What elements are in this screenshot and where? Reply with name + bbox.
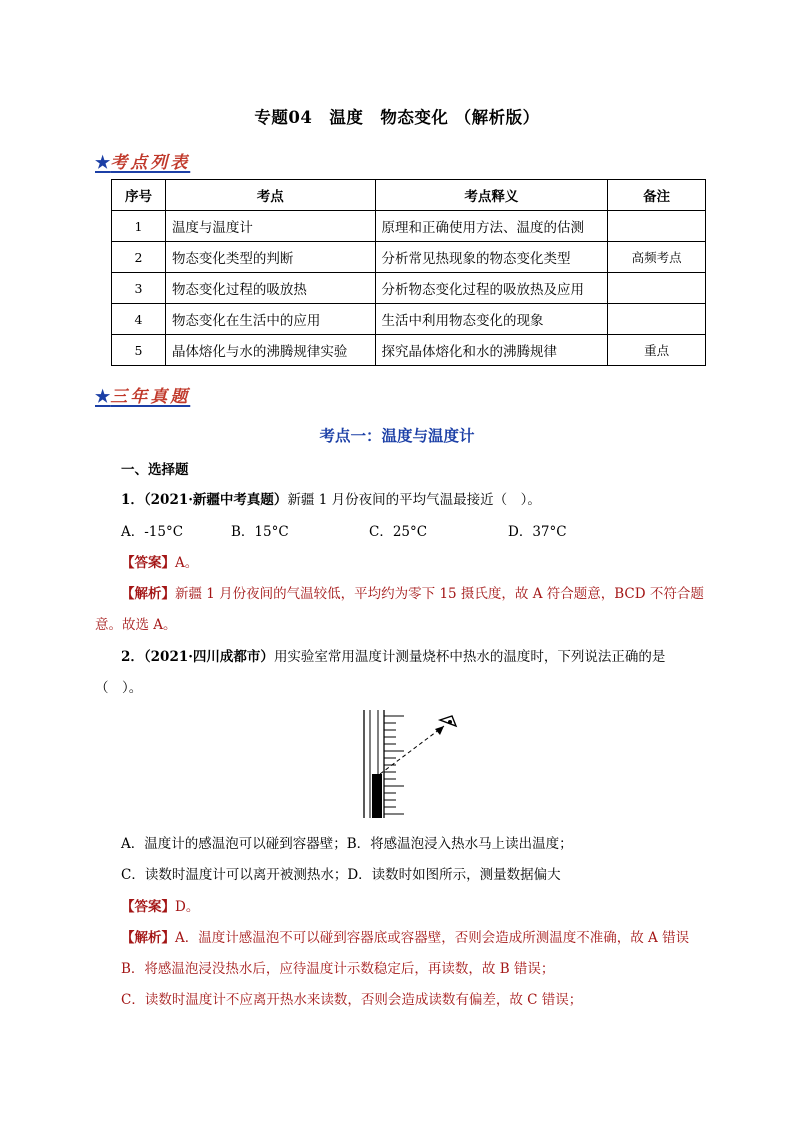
document-title: 专题04 温度 物态变化 （解析版）	[254, 108, 540, 127]
table-row	[112, 211, 706, 242]
question-1-analysis-cont: 意。故选 A。	[95, 617, 177, 633]
row-description: 分析物态变化过程的吸放热及应用	[375, 273, 608, 304]
table-header-row	[112, 180, 706, 211]
answer-value: D。	[175, 899, 200, 915]
row-point: 物态变化过程的吸放热	[165, 273, 375, 304]
row-note: 重点	[608, 335, 706, 366]
exam-points-table	[111, 179, 706, 366]
question-1-options	[121, 522, 681, 542]
banner-text: 考点列表	[110, 153, 191, 173]
question-number: 1．	[121, 492, 144, 508]
question-1-answer	[121, 553, 198, 573]
table-row	[112, 242, 706, 273]
section-banner-past-exams	[95, 382, 190, 407]
star-icon: ★	[95, 387, 111, 407]
star-icon: ★	[95, 153, 111, 173]
section-banner-exam-points	[95, 148, 190, 173]
option-d: D．37°C	[508, 524, 567, 540]
question-stem: 新疆 1 月份夜间的平均气温最接近（ ）。	[287, 492, 541, 508]
option-a: A．-15°C	[121, 524, 184, 540]
row-note	[608, 211, 706, 242]
question-2-answer	[121, 897, 199, 917]
row-description: 生活中利用物态变化的现象	[375, 304, 608, 335]
row-note: 高频考点	[608, 242, 706, 273]
table-header-cell: 考点释义	[375, 180, 608, 211]
row-description: 探究晶体熔化和水的沸腾规律	[375, 335, 608, 366]
sight-line	[380, 726, 444, 774]
answer-label: 【答案】	[121, 555, 175, 571]
row-note	[608, 304, 706, 335]
row-point: 晶体熔化与水的沸腾规律实验	[165, 335, 375, 366]
question-stem: 用实验室常用温度计测量烧杯中热水的温度时，下列说法正确的是	[273, 649, 666, 665]
row-description: 原理和正确使用方法、温度的估测	[375, 211, 608, 242]
analysis-label: 【解析】	[121, 930, 175, 946]
answer-value: A。	[175, 555, 199, 571]
row-number: 1	[112, 211, 166, 242]
question-1	[121, 490, 541, 510]
analysis-text: A．温度计感温泡不可以碰到容器底或容器壁，否则会造成所测温度不准确，故 A 错误	[175, 930, 690, 946]
row-point: 温度与温度计	[165, 211, 375, 242]
row-number: 2	[112, 242, 166, 273]
question-2-analysis-c: C．读数时温度计不应离开热水来读数，否则会造成读数有偏差，故 C 错误；	[121, 992, 583, 1008]
banner-text: 三年真题	[110, 387, 191, 407]
analysis-label: 【解析】	[121, 586, 175, 602]
section-heading: 考点一：温度与温度计	[319, 426, 475, 445]
question-2-options-2: C．读数时温度计可以离开被测热水；D．读数时如图所示，测量数据偏大	[121, 867, 561, 883]
question-2-analysis-b: B．将感温泡浸没热水后，应待温度计示数稳定后，再读数，故 B 错误；	[121, 961, 555, 977]
row-point: 物态变化在生活中的应用	[165, 304, 375, 335]
eye-icon	[440, 716, 456, 726]
row-number: 3	[112, 273, 166, 304]
thermometer-icon	[364, 710, 404, 818]
question-source: （2021·新疆中考真题）	[143, 492, 288, 508]
table-header-cell: 序号	[112, 180, 166, 211]
analysis-text: 新疆 1 月份夜间的气温较低，平均约为零下 15 摄氏度，故 A 符合题意，BCD 不符合题	[175, 586, 704, 602]
question-2-analysis	[121, 928, 689, 948]
row-number: 5	[112, 335, 166, 366]
table-row	[112, 273, 706, 304]
question-source: （2021·四川成都市）	[143, 649, 274, 665]
question-1-analysis	[121, 584, 704, 604]
row-note	[608, 273, 706, 304]
thermometer-figure	[360, 706, 470, 826]
question-2-options-1: A．温度计的感温泡可以碰到容器壁；B．将感温泡浸入热水马上读出温度；	[121, 836, 573, 852]
arrow-head-icon	[435, 726, 444, 735]
row-point: 物态变化类型的判断	[165, 242, 375, 273]
table-row	[112, 335, 706, 366]
row-description: 分析常见热现象的物态变化类型	[375, 242, 608, 273]
table-header-cell: 考点	[165, 180, 375, 211]
option-b: B．15°C	[231, 524, 289, 540]
option-c: C．25°C	[369, 524, 428, 540]
subheading: 一、选择题	[121, 462, 189, 478]
answer-label: 【答案】	[121, 899, 175, 915]
question-number: 2．	[121, 649, 144, 665]
table-row	[112, 304, 706, 335]
question-2-stem-cont: （ ）。	[95, 680, 143, 696]
question-2	[121, 647, 665, 667]
table-header-cell: 备注	[608, 180, 706, 211]
row-number: 4	[112, 304, 166, 335]
